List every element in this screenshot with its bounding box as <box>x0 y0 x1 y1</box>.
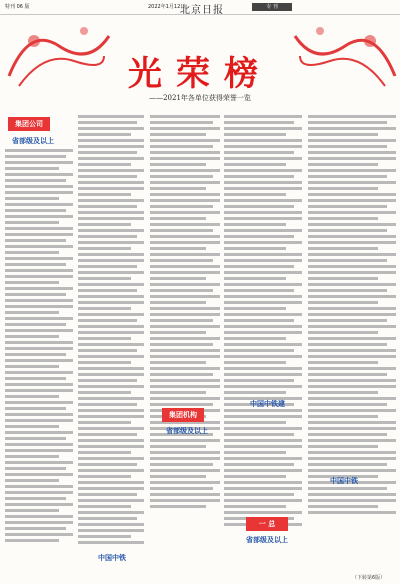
masthead: 北京日报 <box>180 5 224 16</box>
page-label: 特刊 06 版 <box>5 4 30 10</box>
text-column-1 <box>5 146 73 576</box>
section-heading-zhongtie: 中国中铁 <box>98 554 126 562</box>
text-column-2 <box>78 112 144 572</box>
section-heading-ministerial-2: 省部级及以上 <box>166 427 208 435</box>
section-heading-ministerial: 省部级及以上 <box>12 137 54 145</box>
page-header <box>0 0 400 15</box>
text-column-4 <box>224 112 302 572</box>
issue-date: 2022年1月12日 <box>148 4 186 10</box>
page-subtitle: ——2021年各单位获得荣誉一览 <box>149 94 251 102</box>
text-column-3 <box>150 112 220 572</box>
section-tag-institution: 集团机构 <box>162 408 204 422</box>
continued-note: （下转第6版） <box>352 575 386 581</box>
text-column-5 <box>308 112 396 572</box>
section-tag-group: 集团公司 <box>8 117 50 131</box>
section-heading-zhongtie-2: 中国中铁 <box>330 477 358 485</box>
section-heading-zhongtiejian: 中国中铁建 <box>250 400 285 408</box>
section-heading-ministerial-4: 省部级及以上 <box>246 536 288 544</box>
page-title: 光荣榜 <box>128 54 272 94</box>
section-tag: 专 刊 <box>252 3 292 11</box>
section-tag-general: 一 总 <box>246 517 288 531</box>
